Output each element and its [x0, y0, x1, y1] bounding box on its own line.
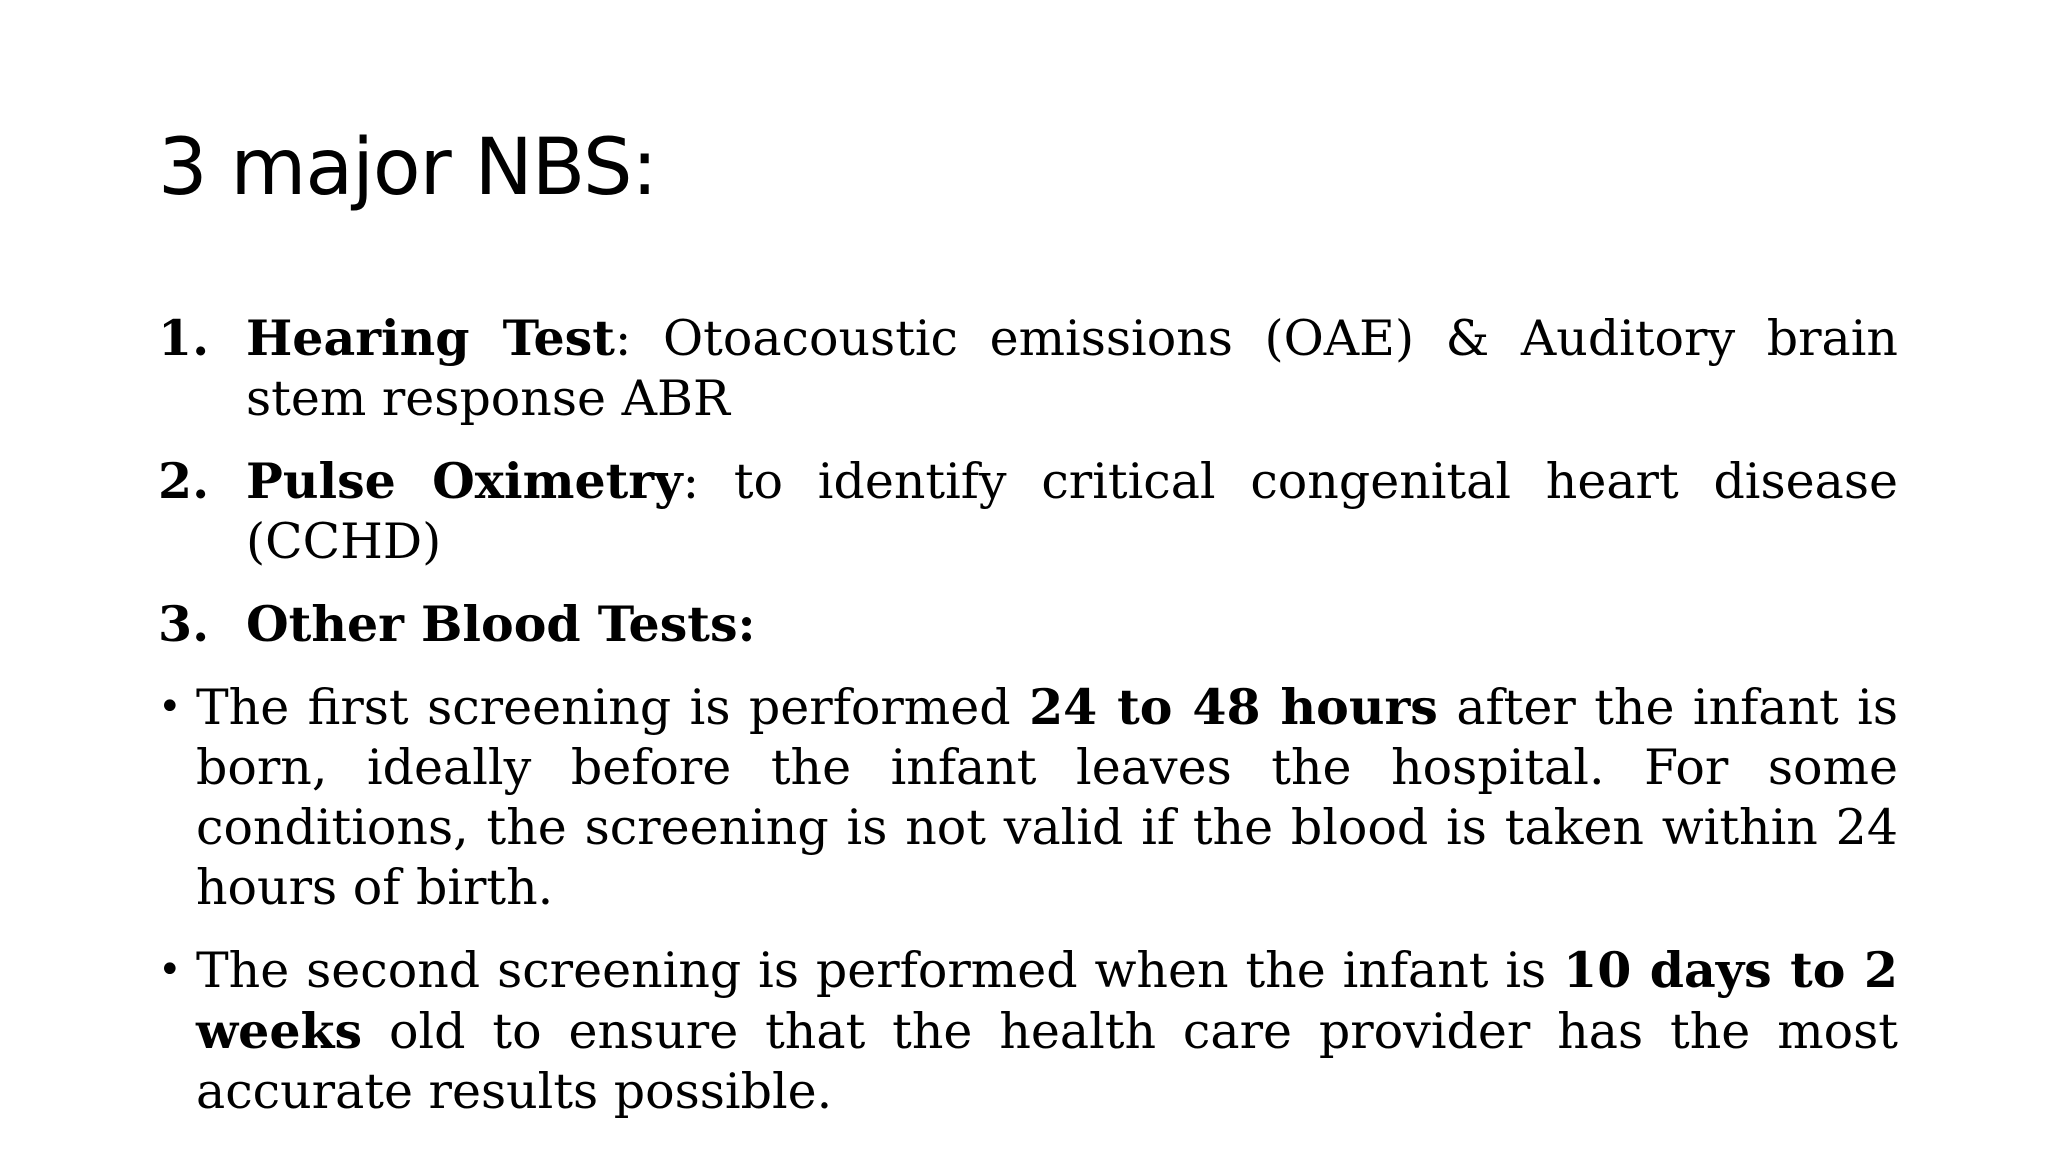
bullet-text-before: The second screening is performed when the infant is	[196, 942, 1564, 999]
bullet-text-after: old to ensure that the health care provider has the most accurate results possible.	[196, 1003, 1898, 1120]
item-heading: Pulse Oximetry	[246, 452, 683, 510]
numbered-item-pulse-oximetry	[158, 451, 1898, 572]
slide-body	[158, 308, 1898, 1144]
bullet-dot-icon: •	[158, 947, 182, 993]
item-text: : Otoacoustic emissions (OAE) & Auditory brain stem response ABR	[246, 310, 1898, 427]
numbered-item-hearing-test	[158, 308, 1898, 429]
bullet-first-screening	[158, 677, 1898, 918]
item-heading: Other Blood Tests:	[246, 595, 756, 653]
item-text: : to identify critical congenital heart disease (CCHD)	[246, 453, 1898, 570]
bullet-dot-icon: •	[158, 684, 182, 730]
slide-title: 3 major NBS:	[158, 123, 657, 213]
item-number: 1.	[158, 309, 210, 367]
numbered-item-blood-tests	[158, 594, 1898, 655]
bullet-bold-text: 24 to 48 hours	[1029, 678, 1438, 736]
bullet-bold-text: 10 days to 2 weeks	[196, 941, 1898, 1060]
item-number: 3.	[158, 595, 210, 653]
bullet-second-screening	[158, 940, 1898, 1122]
bullet-text-before: The first screening is performed	[196, 679, 1030, 736]
bullet-text-after: after the infant is born, ideally before the infant leaves the hospital. For some conditions, the screening is not valid if the blood is taken within 24 hours of birth.	[196, 679, 1898, 916]
item-number: 2.	[158, 452, 210, 510]
item-heading: Hearing Test	[246, 309, 615, 367]
